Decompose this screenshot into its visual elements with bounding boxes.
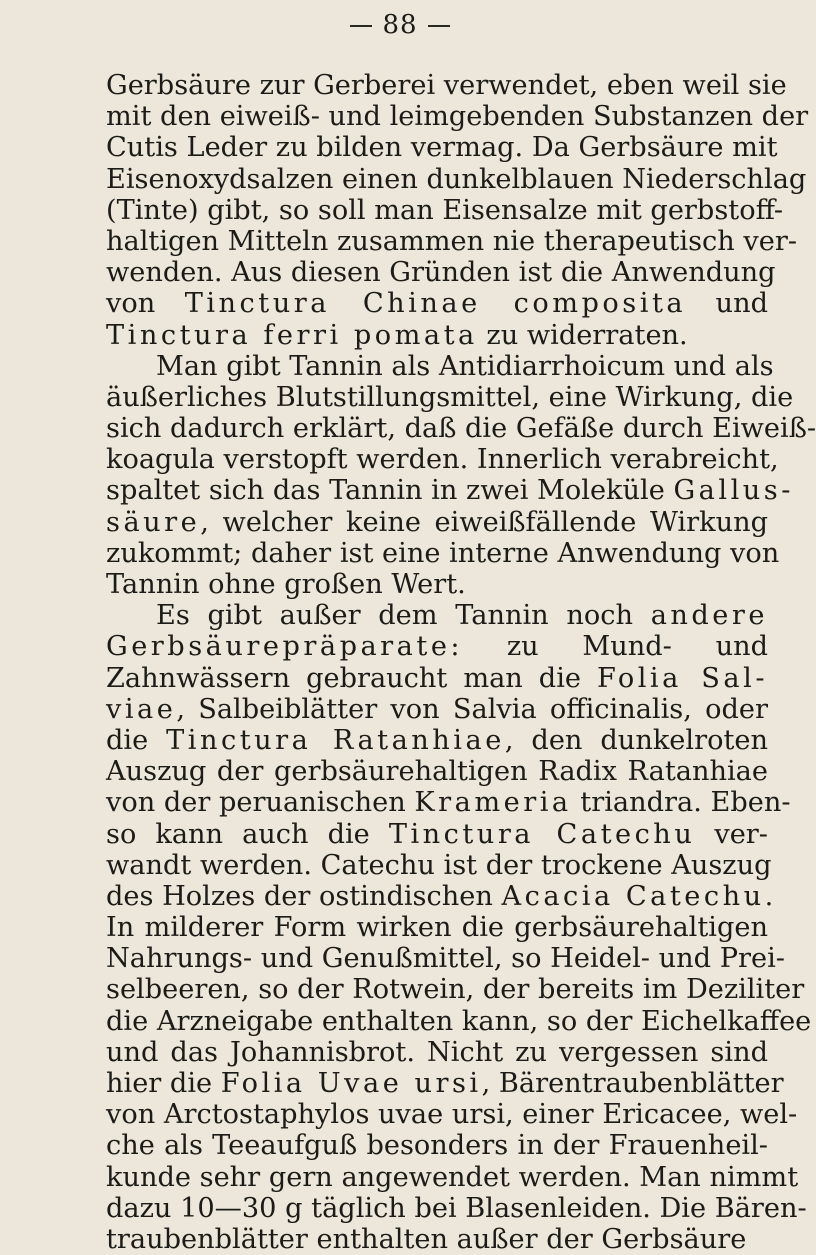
text-line: [106, 507, 768, 538]
text-segment: Eisenoxydsalzen einen dunkelblauen Niederschlag: [106, 163, 807, 195]
text-line: [106, 663, 768, 694]
text-segment: Auszug der gerbsäurehaltigen Radix Ratanhiae: [106, 756, 768, 788]
text-segment: Cutis Leder zu bilden vermag. Da Gerbsäure mit: [106, 132, 778, 164]
text-line: [106, 225, 798, 257]
spaced-term: Folia Uvae ursi: [220, 1068, 482, 1099]
text-segment: In milderer Form wirken die gerbsäurehaltigen: [106, 912, 768, 944]
text-line: [106, 787, 791, 819]
text-segment: Es gibt außer dem Tannin noch: [156, 600, 651, 632]
text-segment: so kann auch die: [106, 818, 389, 850]
text-segment: kunde sehr gern angewendet werden. Man nimmt: [106, 1161, 799, 1193]
text-segment: ver-: [695, 818, 768, 850]
text-segment: die Arzneigabe enthalten kann, so der Eichelkaffee: [106, 1005, 812, 1037]
text-line: [106, 132, 778, 164]
text-segment: dazu 10—30 g täglich bei Blasenleiden. Die Bären-: [106, 1192, 807, 1224]
text-line: [106, 70, 787, 101]
spaced-term: Gerbsäurepräparate:: [106, 631, 464, 663]
spaced-term: viae: [106, 693, 177, 725]
text-segment: von: [106, 288, 185, 320]
text-segment: wenden. Aus diesen Gründen ist die Anwendung: [106, 257, 776, 289]
text-line: [106, 101, 809, 133]
text-segment: Tannin ohne großen Wert.: [106, 569, 466, 600]
spaced-term: Tinctura Chinae composita: [184, 288, 687, 320]
text-line: [106, 1192, 807, 1224]
text-line: [106, 600, 768, 631]
text-segment: des Holzes der ostindischen: [106, 880, 502, 912]
text-segment: Nahrungs- und Genußmittel, so Heidel- und Prei-: [106, 943, 785, 975]
text-segment: Zahnwässern gebraucht man die: [106, 662, 597, 694]
text-segment: zu Mund- und: [463, 631, 768, 663]
page-number: 88: [340, 10, 459, 40]
text-segment: .: [764, 880, 774, 912]
text-segment: sich dadurch erklärt, daß die Gefäße durch Eiweiß-: [106, 413, 816, 445]
text-segment: haltigen Mitteln zusammen nie therapeutisch ver-: [106, 225, 798, 257]
text-line: [106, 694, 768, 725]
text-line: [106, 1099, 798, 1131]
text-segment: von der peruanischen: [106, 787, 415, 819]
text-line: [106, 1037, 768, 1068]
body-text: [106, 70, 816, 1255]
text-line: [106, 194, 784, 226]
text-line: [106, 1224, 768, 1255]
text-segment: , welcher keine eiweißfällende Wirkung: [200, 506, 768, 538]
text-segment: von Arctostaphylos uvae ursi, einer Ericacee, wel-: [106, 1099, 798, 1131]
spaced-term: Folia Sal-: [596, 662, 769, 694]
text-segment: Man gibt Tannin als Antidiarrhoicum und als: [156, 350, 774, 382]
text-segment: und das Johannisbrot. Nicht zu vergessen sind: [106, 1036, 768, 1068]
spaced-term: säure: [106, 506, 201, 538]
spaced-term: Tinctura ferri pomata: [106, 319, 478, 351]
text-line: [106, 257, 776, 289]
text-segment: traubenblätter enthalten außer der Gerbsäure: [106, 1223, 747, 1255]
text-line: [106, 475, 794, 507]
text-line: [106, 350, 774, 382]
text-line: [106, 631, 768, 662]
text-segment: und: [686, 288, 768, 320]
text-segment: Gerbsäure zur Gerberei verwendet, eben weil sie: [106, 70, 787, 101]
text-segment: wandt werden. Catechu ist der trockene Auszug: [106, 849, 772, 881]
text-segment: zu widerraten.: [477, 319, 688, 351]
spaced-term: Tinctura Ratanhiae: [166, 724, 505, 756]
text-line: [106, 725, 768, 756]
text-line: [106, 537, 780, 569]
text-segment: , Bärentraubenblätter: [481, 1068, 784, 1099]
spaced-term: andere: [650, 600, 768, 632]
text-line: [106, 444, 779, 476]
text-line: [106, 912, 768, 943]
text-segment: selbeeren, so der Rotwein, der bereits im Deziliter: [106, 974, 805, 1006]
text-line: [106, 849, 772, 881]
text-line: [106, 819, 768, 850]
spaced-term: Tinctura Catechu: [388, 818, 696, 850]
text-line: [106, 756, 768, 787]
text-line: [106, 1005, 812, 1037]
text-segment: mit den eiweiß- und leimgebenden Substanzen der: [106, 101, 809, 133]
text-segment: zukommt; daher ist eine interne Anwendung von: [106, 537, 780, 569]
text-segment: spaltet sich das Tannin in zwei Moleküle: [106, 475, 674, 507]
text-segment: che als Teeaufguß besonders in der Frauenheil-: [106, 1130, 768, 1162]
text-line: [106, 1068, 784, 1099]
page-header: [0, 10, 800, 50]
spaced-term: Gallus-: [673, 475, 794, 507]
text-line: [106, 1130, 768, 1161]
text-line: [106, 320, 768, 351]
text-line: [106, 381, 794, 413]
text-segment: die: [106, 724, 167, 756]
spaced-term: Acacia Catechu: [501, 880, 765, 912]
text-line: [106, 413, 816, 445]
text-segment: , Salbeiblätter von Salvia officinalis, oder: [176, 693, 768, 725]
text-segment: , den dunkelroten: [504, 724, 768, 756]
text-segment: äußerliches Blutstillungsmittel, eine Wirkung, die: [106, 381, 794, 413]
spaced-term: Krameria: [414, 787, 572, 819]
text-line: [106, 569, 768, 600]
text-segment: hier die: [106, 1068, 221, 1099]
text-line: [106, 880, 774, 912]
text-segment: (Tinte) gibt, so soll man Eisensalze mit gerbstoff-: [106, 194, 784, 226]
text-line: [106, 974, 805, 1006]
text-segment: triandra. Eben-: [571, 787, 791, 819]
text-line: [106, 943, 785, 975]
text-line: [106, 288, 768, 319]
text-line: [106, 163, 807, 195]
text-line: [106, 1161, 799, 1193]
text-segment: koagula verstopft werden. Innerlich verabreicht,: [106, 444, 779, 476]
